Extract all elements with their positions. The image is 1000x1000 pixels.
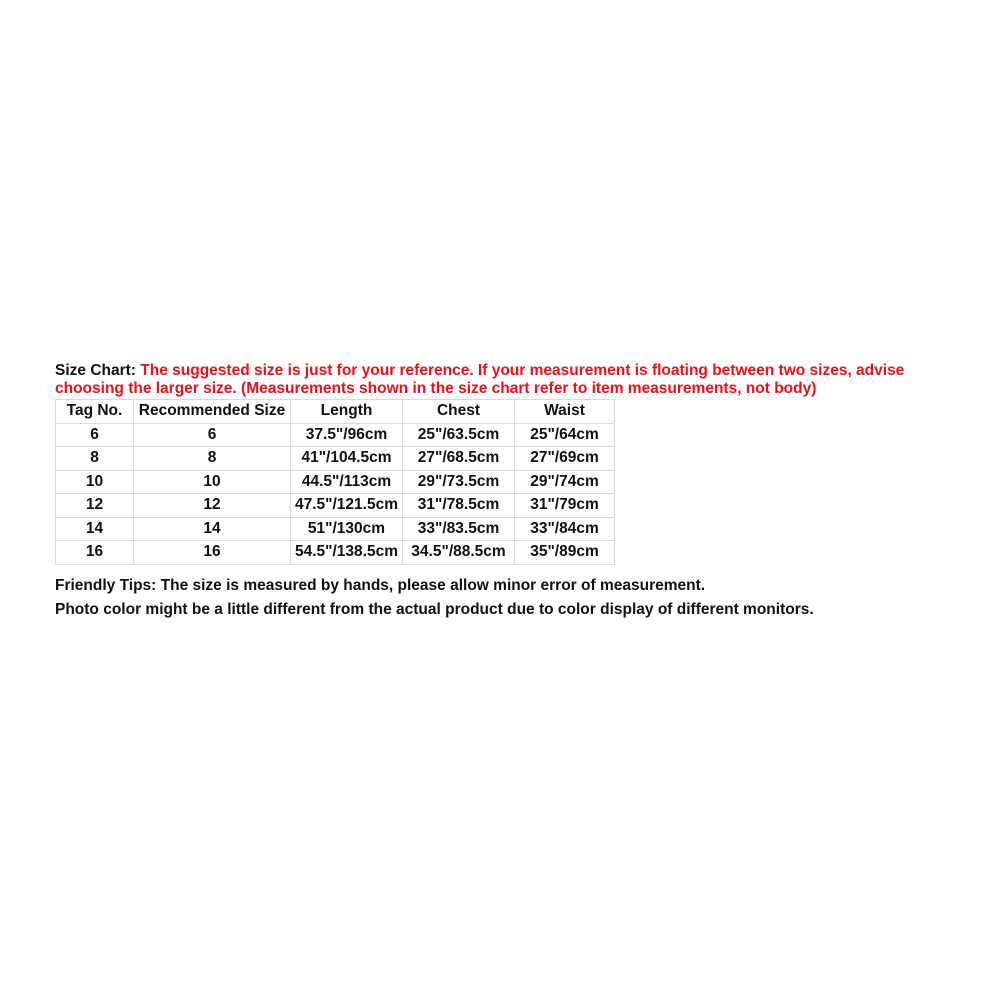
header-length: Length — [291, 400, 403, 424]
table-row — [56, 541, 615, 565]
friendly-tips — [55, 574, 955, 622]
table-row — [56, 517, 615, 541]
cell-chest: 33"/83.5cm — [403, 517, 515, 541]
cell-waist: 25"/64cm — [515, 423, 615, 447]
cell-chest: 31"/78.5cm — [403, 494, 515, 518]
cell-tag-no: 12 — [56, 494, 134, 518]
cell-waist: 31"/79cm — [515, 494, 615, 518]
cell-waist: 27"/69cm — [515, 447, 615, 471]
cell-tag-no: 16 — [56, 541, 134, 565]
cell-tag-no: 14 — [56, 517, 134, 541]
size-table — [55, 399, 615, 565]
cell-length: 47.5"/121.5cm — [291, 494, 403, 518]
tip-photo-color: Photo color might be a little different from the actual product due to color display of different monitors. — [55, 600, 814, 618]
table-row — [56, 423, 615, 447]
cell-chest: 34.5"/88.5cm — [403, 541, 515, 565]
cell-tag-no: 6 — [56, 423, 134, 447]
table-header-row — [56, 400, 615, 424]
cell-recommended-size: 12 — [134, 494, 291, 518]
cell-recommended-size: 10 — [134, 470, 291, 494]
cell-length: 37.5"/96cm — [291, 423, 403, 447]
size-chart-label: Size Chart: — [55, 362, 136, 379]
header-chest: Chest — [403, 400, 515, 424]
cell-recommended-size: 8 — [134, 447, 291, 471]
tip-measurement: Friendly Tips: The size is measured by hands, please allow minor error of measurement. — [55, 576, 706, 594]
cell-waist: 29"/74cm — [515, 470, 615, 494]
table-row — [56, 470, 615, 494]
cell-chest: 25"/63.5cm — [403, 423, 515, 447]
cell-chest: 27"/68.5cm — [403, 447, 515, 471]
size-chart-note: The suggested size is just for your reference. If your measurement is floating between two sizes, advise choosing the larger size. (Measurements shown in the size chart refer to item measurements, not body) — [55, 362, 905, 397]
cell-tag-no: 10 — [56, 470, 134, 494]
table-row — [56, 447, 615, 471]
cell-recommended-size: 14 — [134, 517, 291, 541]
cell-length: 51"/130cm — [291, 517, 403, 541]
cell-length: 41"/104.5cm — [291, 447, 403, 471]
cell-waist: 35"/89cm — [515, 541, 615, 565]
header-waist: Waist — [515, 400, 615, 424]
cell-waist: 33"/84cm — [515, 517, 615, 541]
cell-recommended-size: 6 — [134, 423, 291, 447]
cell-length: 44.5"/113cm — [291, 470, 403, 494]
size-chart-section — [55, 362, 955, 622]
cell-length: 54.5"/138.5cm — [291, 541, 403, 565]
cell-recommended-size: 16 — [134, 541, 291, 565]
header-tag-no: Tag No. — [56, 400, 134, 424]
cell-chest: 29"/73.5cm — [403, 470, 515, 494]
header-recommended-size: Recommended Size — [134, 400, 291, 424]
table-row — [56, 494, 615, 518]
size-chart-intro — [55, 362, 955, 398]
cell-tag-no: 8 — [56, 447, 134, 471]
